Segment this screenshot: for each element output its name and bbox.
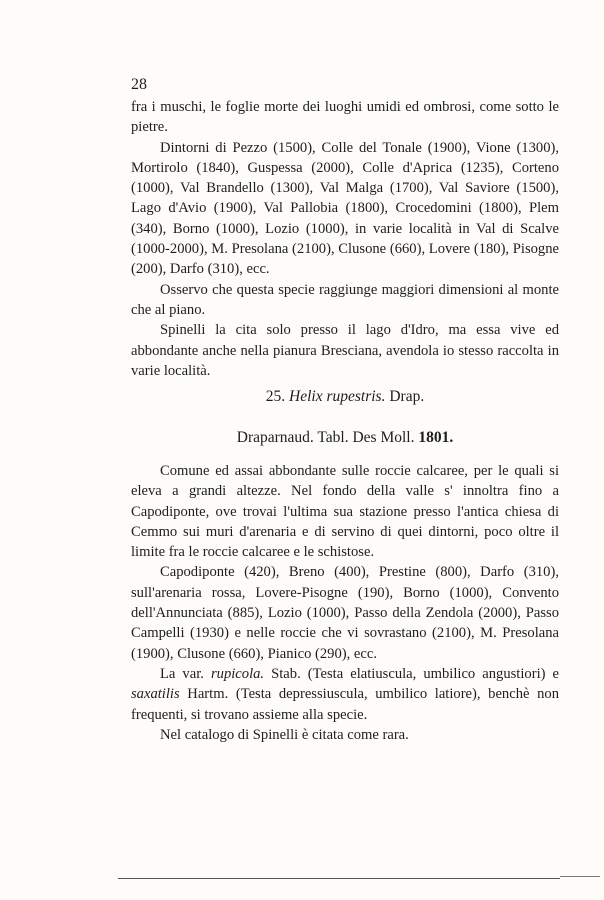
paragraph: Dintorni di Pezzo (1500), Colle del Tonale (1900), Vione (1300), Mortirolo (1840), Guspessa (2000), Colle d'Aprica (1235), Corteno (1000), Val Brandello (1300), Val Malga (1700), Val Saviore (1500), Lago d'Avio (1900), Val Pallobia (1800), Crocedomini (1800), Plem (340), Borno (1000), Lozio (1000), in varie località in Val di Scalve (1000-2000), M. Presolana (2100), Clusone (660), Lovere (180), Pisogne (200), Darfo (310), ecc. bbox=[131, 139, 559, 278]
text-block-bottom bbox=[131, 461, 559, 745]
reference-year: 1801. bbox=[418, 429, 454, 446]
paragraph: Comune ed assai abbondante sulle roccie calcaree, per le quali si eleva a grandi altezze. Nel fondo della valle s' innoltra fino a Capodiponte, ove trovai l'ultima sua stazione presso l'antica chiesa di Cemmo sui muri d'arenaria e di servino di quei dintorni, poco oltre il limite fra le roccie calcaree e le schistose. bbox=[131, 463, 559, 561]
species-number: 25. bbox=[265, 388, 286, 405]
variety-name: rupicola. bbox=[210, 665, 265, 682]
paragraph: Spinelli la cita solo presso il lago d'Idro, ma essa vive ed abbondante anche nella pianura Bresciana, avendola io stesso raccolta in varie località. bbox=[131, 322, 559, 379]
paragraph bbox=[131, 664, 559, 725]
species-reference bbox=[131, 429, 559, 447]
paragraph: Capodiponte (420), Breno (400), Prestine (800), Darfo (310), sull'arenaria rossa, Lovere-Pisogne (190), Borno (1000), Convento dell'Annunciata (885), Lozio (1000), Passo della Zendola (2000), Passo Campelli (1930) e nelle roccie che vi sovrastano (2100), M. Presolana (1900), Clusone (660), Pianico (290), ecc. bbox=[131, 564, 559, 662]
page-number: 28 bbox=[131, 76, 147, 93]
text-run: Stab. (Testa elatiuscula, umbilico angustiori) e bbox=[271, 665, 559, 682]
reference-text: Draparnaud. Tabl. Des Moll. bbox=[236, 429, 415, 446]
species-heading bbox=[131, 388, 559, 406]
text-run: Hartm. (Testa depressiuscula, umbilico latiore), benchè non frequenti, si trovano assieme alla specie. bbox=[131, 686, 559, 723]
variety-name: saxatilis bbox=[131, 686, 180, 703]
species-name: Helix rupestris. bbox=[289, 388, 386, 405]
bottom-rule bbox=[118, 878, 560, 879]
bottom-rule-end bbox=[560, 876, 600, 877]
text-run: La var. bbox=[160, 665, 204, 682]
paragraph: Osservo che questa specie raggiunge maggiori dimensioni al monte che al piano. bbox=[131, 281, 559, 318]
text-block-top bbox=[131, 97, 559, 381]
paragraph: Nel catalogo di Spinelli è citata come rara. bbox=[160, 726, 409, 743]
paragraph: fra i muschi, le foglie morte dei luoghi umidi ed ombrosi, come sotto le pietre. bbox=[131, 99, 559, 136]
species-author: Drap. bbox=[389, 388, 425, 405]
